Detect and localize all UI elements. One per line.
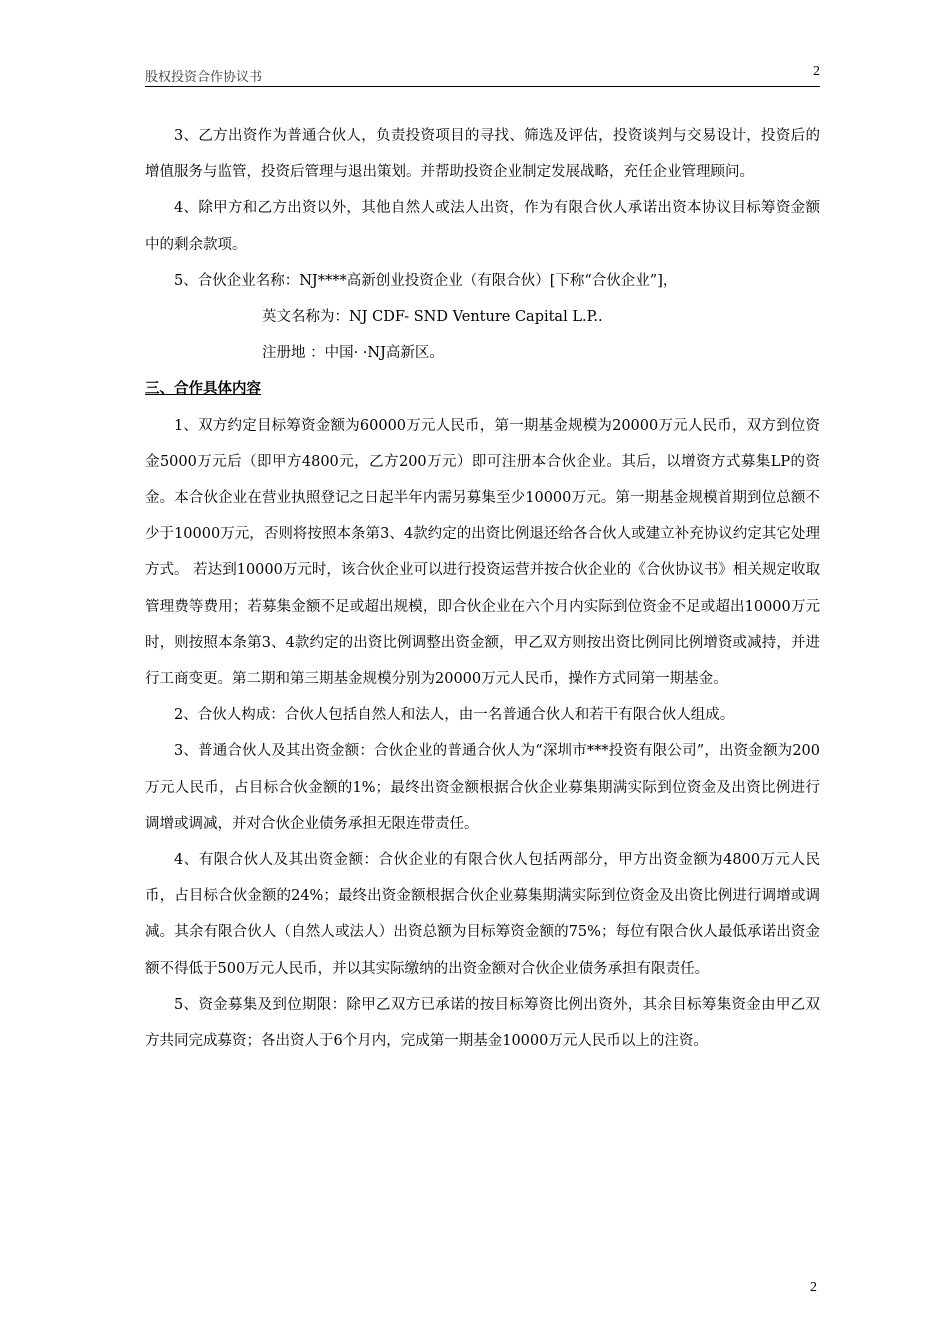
header-title: 股权投资合作协议书 <box>145 70 263 85</box>
paragraph-general-partner: 3、普通合伙人及其出资金额：合伙企业的普通合伙人为“深圳市***投资有限公司”，出资金额为200万元人民币，占目标合伙金额的1%；最终出资金额根据合伙企业募集期满实际到位资金及出资比例进行调增或调减，并对合伙企业债务承担无限连带责任。 <box>145 743 820 832</box>
paragraph-other-contributors: 4、除甲方和乙方出资以外，其他自然人或法人出资，作为有限合伙人承诺出资本协议目标筹资金额中的剩余款项。 <box>145 200 820 253</box>
section-title-text: 三、合作具体内容 <box>145 380 261 398</box>
paragraph-fundraising-target: 1、双方约定目标筹资金额为60000万元人民币，第一期基金规模为20000万元人民币，双方到位资金5000万元后（即甲方4800元，乙方200万元）即可注册本合伙企业。其后，以增资方式募集LP的资金。本合伙企业在营业执照登记之日起半年内需另募集至少10000万元。第一期基金规模首期到位总额不少于10000万元，否则将按照本条第3、4款约定的出资比例退还给各合伙人或建立补充协议约定其它处理方式。 若达到10000万元时，该合伙企业可以进行投资运营并按合伙企业的《合伙协议书》相关规定收取管理费等费用；若募集金额不足或超出规模，即合伙企业在六个月内实际到位资金不足或超出10000万元时，则按照本条第3、4款约定的出资比例调整出资金额，甲乙双方则按出资比例同比例增资或减持，并进行工商变更。第二期和第三期基金规模分别为20000万元人民币，操作方式同第一期基金。 <box>145 417 820 688</box>
paragraph-partner-composition: 2、合伙人构成：合伙人包括自然人和法人，由一名普通合伙人和若干有限合伙人组成。 <box>174 707 735 724</box>
footer-page-number: 2 <box>810 1280 817 1295</box>
document-body <box>145 118 820 1059</box>
paragraph-fundraising-deadline: 5、资金募集及到位期限：除甲乙双方已承诺的按目标筹资比例出资外，其余目标筹集资金由甲乙双方共同完成募资；各出资人于6个月内，完成第一期基金10000万元人民币以上的注资。 <box>145 996 820 1050</box>
paragraph-gp-duties: 3、乙方出资作为普通合伙人，负责投资项目的寻找、筛选及评估，投资谈判与交易设计，投资后的增值服务与监管，投资后管理与退出策划。并帮助投资企业制定发展战略，充任企业管理顾问。 <box>145 128 820 181</box>
paragraph-enterprise-name: 5、合伙企业名称：NJ****高新创业投资企业（有限合伙）[下称“合伙企业”]， <box>174 272 678 289</box>
header-page-number: 2 <box>813 64 820 79</box>
paragraph-english-name: 英文名称为：NJ CDF- SND Venture Capital L.P.. <box>262 309 603 326</box>
paragraph-limited-partners: 4、有限合伙人及其出资金额：合伙企业的有限合伙人包括两部分，甲方出资金额为4800万元人民币，占目标合伙金额的24%；最终出资金额根据合伙企业募集期满实际到位资金及出资比例进行调增或调减。其余有限合伙人（自然人或法人）出资总额为目标筹资金额的75%；每位有限合伙人最低承诺出资金额不得低于500万元人民币，并以其实际缴纳的出资金额对合伙企业债务承担有限责任。 <box>145 852 820 977</box>
paragraph-registered-address: 注册地 ：中国· ·NJ高新区。 <box>262 345 444 362</box>
section-title <box>145 371 820 407</box>
page-header <box>145 64 820 87</box>
